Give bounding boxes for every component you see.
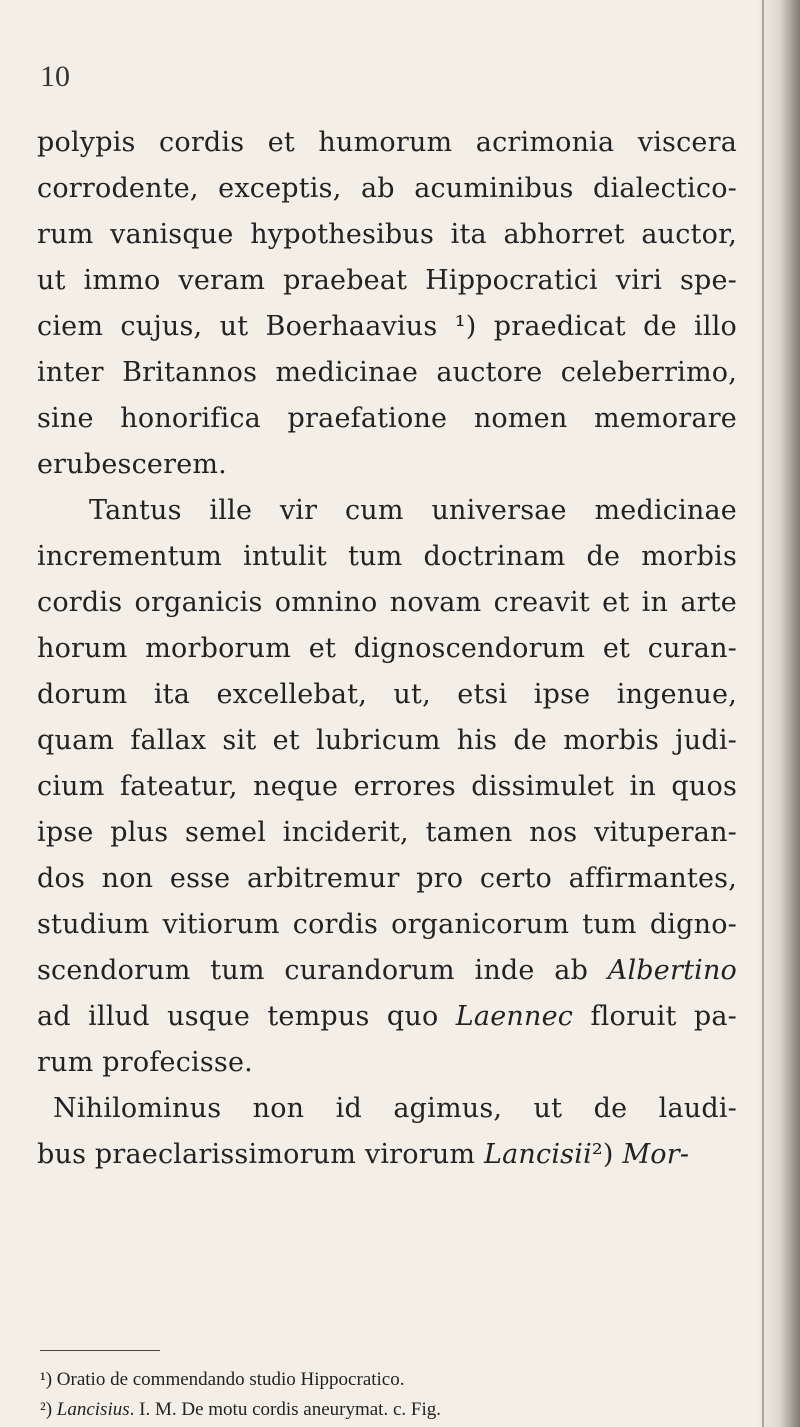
text-segment: Albertino: [607, 955, 737, 986]
text-segment: sine honorifica praefatione nomen memorare: [37, 403, 737, 434]
text-segment: ²): [591, 1139, 623, 1170]
text-segment: inter Britannos medicinae auctore celeberrimo,: [37, 357, 737, 388]
text-line: [37, 626, 737, 672]
text-segment: ciem cujus, ut Boerhaavius ¹) praedicat de illo: [37, 311, 737, 342]
text-line: [37, 488, 737, 534]
text-line: [37, 442, 737, 488]
footnote: [40, 1365, 720, 1395]
text-line: [37, 350, 737, 396]
text-line: [37, 534, 737, 580]
text-segment: ad illud usque tempus quo: [37, 1001, 456, 1032]
text-segment: erubescerem.: [37, 449, 227, 480]
text-line: [37, 902, 737, 948]
text-segment: rum vanisque hypothesibus ita abhorret auctor,: [37, 219, 737, 250]
text-segment: Nihilominus non id agimus, ut de laudi-: [53, 1093, 737, 1124]
text-line: [37, 258, 737, 304]
text-line: [37, 120, 737, 166]
text-line: [37, 1086, 737, 1132]
footnote-segment: . I. M. De motu cordis aneurymat. c. Fig.: [129, 1399, 441, 1420]
text-line: [37, 994, 737, 1040]
text-segment: Laennec: [455, 1001, 574, 1032]
text-line: [37, 1132, 737, 1178]
text-line: [37, 166, 737, 212]
text-segment: quam fallax sit et lubricum his de morbis judi-: [37, 725, 737, 756]
text-line: [37, 212, 737, 258]
text-line: [37, 1040, 737, 1086]
text-segment: incrementum intulit tum doctrinam de morbis: [37, 541, 737, 572]
text-segment: studium vitiorum cordis organicorum tum digno-: [37, 909, 737, 940]
text-segment: horum morborum et dignoscendorum et curan-: [37, 633, 737, 664]
body-text: [37, 120, 737, 1178]
text-line: [37, 396, 737, 442]
text-segment: cordis organicis omnino novam creavit et in arte: [37, 587, 737, 618]
text-segment: scendorum tum curandorum inde ab: [37, 955, 608, 986]
text-line: [37, 672, 737, 718]
text-segment: floruit pa-: [573, 1001, 738, 1032]
text-segment: polypis cordis et humorum acrimonia viscera: [37, 127, 737, 158]
footnote-segment: ¹) Oratio de commendando studio Hippocratico.: [40, 1369, 405, 1390]
text-segment: Mor-: [622, 1139, 690, 1170]
text-segment: Tantus ille vir cum universae medicinae: [89, 495, 737, 526]
text-line: [37, 580, 737, 626]
text-segment: ut immo veram praebeat Hippocratici viri spe-: [37, 265, 737, 296]
footnote-segment: Lancisius: [56, 1399, 130, 1420]
text-line: [37, 856, 737, 902]
text-segment: ipse plus semel inciderit, tamen nos vituperan-: [37, 817, 737, 848]
footnote: [40, 1395, 720, 1425]
footnote-segment: ²): [40, 1399, 57, 1420]
text-segment: corrodente, exceptis, ab acuminibus dialectico-: [37, 173, 737, 204]
footnotes: [40, 1365, 720, 1425]
text-line: [37, 764, 737, 810]
text-segment: cium fateatur, neque errores dissimulet in quos: [37, 771, 737, 802]
text-line: [37, 304, 737, 350]
text-segment: bus praeclarissimorum virorum: [37, 1139, 484, 1170]
text-segment: rum profecisse.: [37, 1047, 253, 1078]
text-segment: dorum ita excellebat, ut, etsi ipse ingenue,: [37, 679, 737, 710]
page-edge-line: [762, 0, 764, 1427]
text-segment: Lancisii: [484, 1139, 592, 1170]
text-segment: dos non esse arbitremur pro certo affirmantes,: [37, 863, 737, 894]
page-number: 10: [40, 60, 70, 93]
text-line: [37, 810, 737, 856]
text-line: [37, 948, 737, 994]
text-line: [37, 718, 737, 764]
footnote-rule: [40, 1350, 160, 1351]
